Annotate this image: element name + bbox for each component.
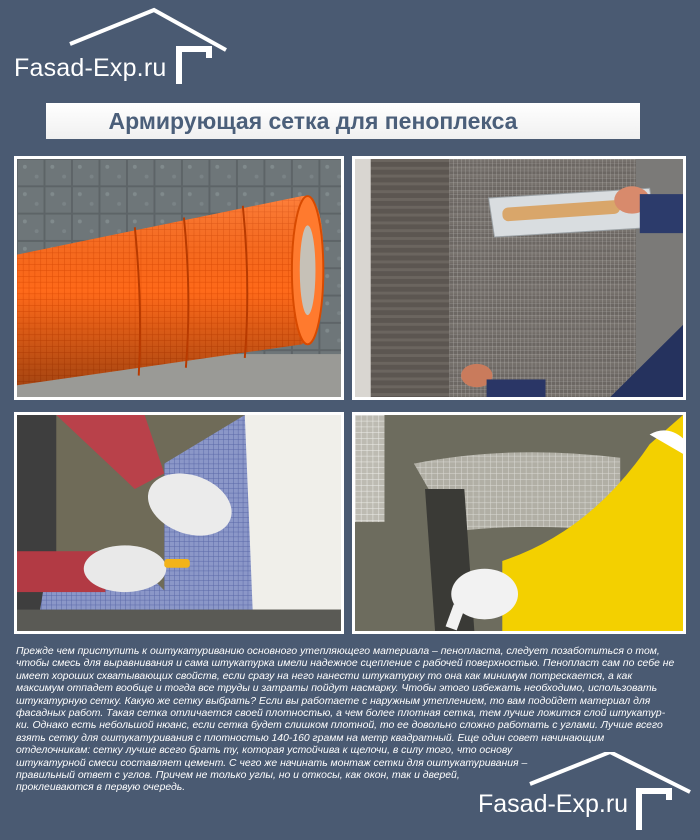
text-line: максимум отпадет вообще и тогда все труды и затраты пойдут насмарку. Чтобы этого избежать необходимо, использовать bbox=[16, 683, 658, 695]
logo-text: Fasad-Exp.ru bbox=[478, 790, 629, 818]
photo-orange-mesh-roll bbox=[14, 156, 344, 400]
text-line: отделочникам: сетку лучше всего брать ту, которая устойчива к щелочи, в силу того, что основу bbox=[16, 745, 513, 757]
text-line: ки. Однако есть небольшой нюанс, если сетка будет слишком плотной, то ее довольно сложно работать с углами. Лучше всего bbox=[16, 720, 663, 732]
logo-text: Fasad-Exp.ru bbox=[14, 54, 167, 82]
photo-gloved-hands-mesh-corner bbox=[14, 412, 344, 634]
photo-trowel-mesh-plaster bbox=[352, 156, 686, 400]
text-line: штукатурную сетку. Какую же сетку выбрать? Если вы работаете с наружным утеплением, то вам подойдет материал для bbox=[16, 695, 651, 707]
text-line: правильный ответ с углов. Причем не только углы, но и откосы, как окон, так и дверей, bbox=[16, 770, 460, 782]
logo-bottom[interactable] bbox=[470, 752, 694, 832]
text-line: фасадных работ. Такая сетка отличается своей плотностью, а чем более плотная сетка, тем лучше ложится слой штукатур- bbox=[16, 708, 666, 720]
page-title: Армирующая сетка для пеноплекса bbox=[108, 107, 518, 134]
title-banner bbox=[46, 103, 640, 139]
text-line: имеет хороших схватывающих свойств, если сразу на него нанести штукатурку то она как минимум потрескается, а как bbox=[16, 670, 633, 682]
text-line: штукатурной смеси составляет цемент. С чего же начинать монтаж сетки для оштукатуривания – bbox=[16, 757, 528, 769]
logo-top[interactable] bbox=[14, 6, 234, 86]
text-line: проклеиваются в первую очередь. bbox=[16, 782, 186, 794]
photo-yellow-sleeve-plastering bbox=[352, 412, 686, 634]
text-line: взять сетку для оштукатуривания с плотностью 140-160 грамм на метр квадратный. Еще один совет начинающим bbox=[16, 732, 605, 744]
text-line: чтобы смесь для выравнивания и сама штукатурка имели надежное сцепление с рабочей поверхностью. Пенопласт сам по себе не bbox=[16, 658, 675, 670]
text-line: Прежде чем приступить к оштукатуриванию основного утепляющего материала – пенопласта, следует позаботиться о том, bbox=[16, 646, 660, 657]
